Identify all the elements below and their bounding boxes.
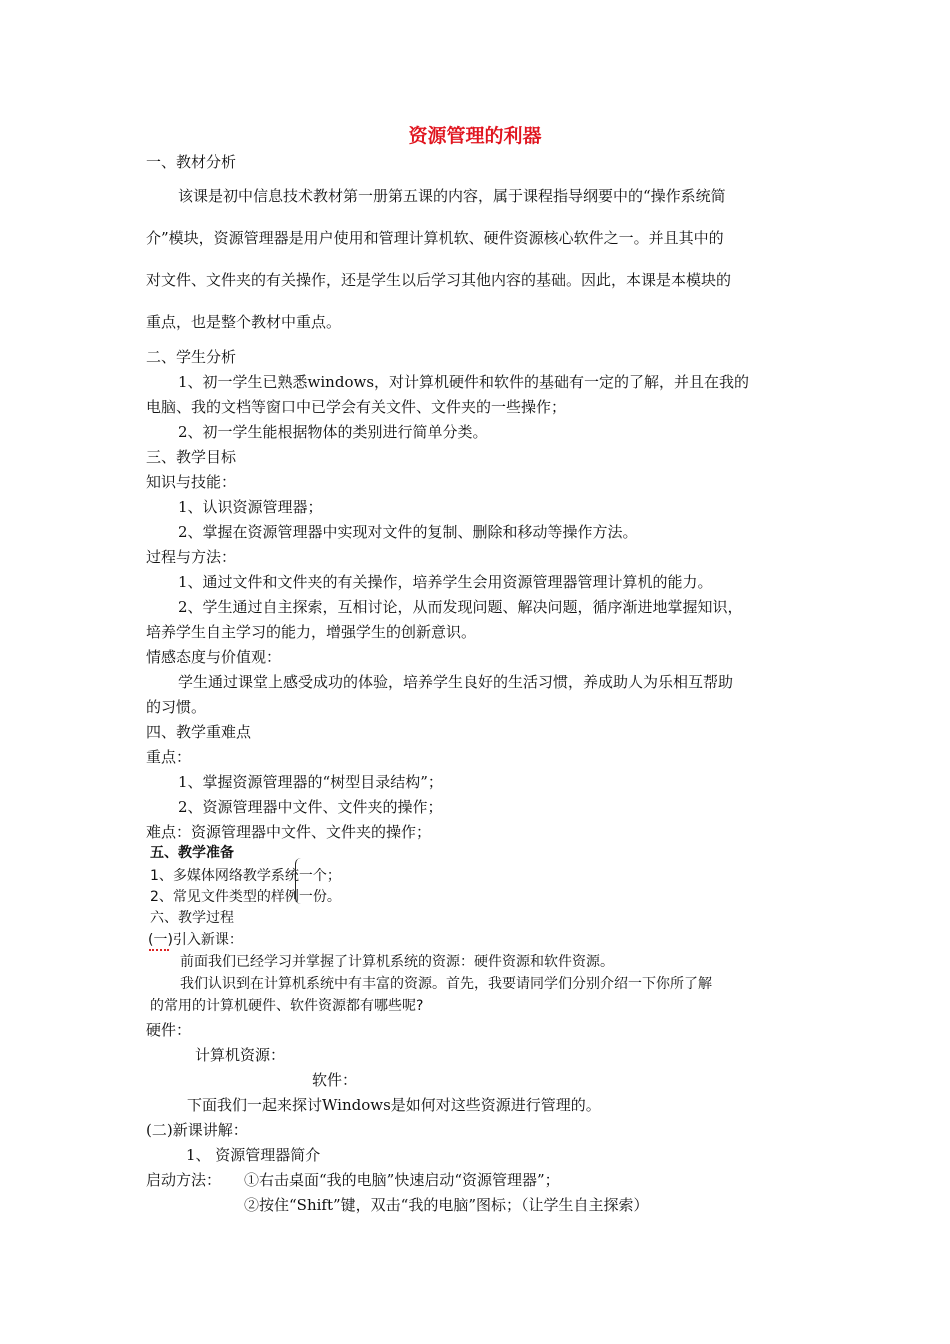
list-item: 2、常见文件类型的样例一份。: [150, 889, 341, 905]
list-item-continued: 电脑、我的文档等窗口中已学会有关文件、文件夹的一些操作；: [146, 398, 567, 416]
paragraph-line: 对文件、文件夹的有关操作，还是学生以后学习其他内容的基础。因此，本课是本模块的: [146, 271, 732, 289]
subheading-knowledge-skills: 知识与技能：: [146, 473, 237, 491]
list-item: 1、掌握资源管理器的“树型目录结构”；: [178, 773, 443, 791]
paragraph-line: 的习惯。: [146, 698, 207, 716]
list-item: 2、学生通过自主探索，互相讨论，从而发现问题、解决问题，循序渐进地掌握知识，: [178, 598, 743, 616]
label-start-methods: 启动方法：: [146, 1171, 222, 1189]
section-heading-textbook-analysis: 一、教材分析: [146, 153, 237, 171]
section-heading-teaching-goals: 三、教学目标: [146, 448, 237, 466]
start-method-1: ①右击桌面“我的电脑”快速启动“资源管理器”；: [244, 1171, 560, 1189]
list-item: 1、 资源管理器简介: [186, 1146, 321, 1164]
subheading-emotion-values: 情感态度与价值观：: [146, 648, 282, 666]
list-item: 1、认识资源管理器；: [178, 498, 323, 516]
paragraph-line: 前面我们已经学习并掌握了计算机系统的资源：硬件资源和软件资源。: [180, 954, 614, 970]
subheading-process-methods: 过程与方法：: [146, 548, 237, 566]
list-item: 2、初一学生能根据物体的类别进行简单分类。: [178, 423, 488, 441]
list-item: 2、掌握在资源管理器中实现对文件的复制、删除和移动等操作方法。: [178, 523, 638, 541]
subheading-new-lesson: (二)新课讲解：: [146, 1121, 248, 1139]
label-hardware: 硬件：: [146, 1021, 192, 1039]
subheading-key-points: 重点：: [146, 748, 192, 766]
list-item: 1、初一学生已熟悉windows，对计算机硬件和软件的基础有一定的了解，并且在我的: [178, 373, 750, 391]
paragraph-line: 下面我们一起来探讨Windows是如何对这些资源进行管理的。: [187, 1096, 601, 1114]
list-item-continued: 培养学生自主学习的能力，增强学生的创新意识。: [146, 623, 477, 641]
document-title: 资源管理的利器: [408, 125, 542, 147]
label-computer-resources: 计算机资源：: [195, 1046, 286, 1064]
subheading-introduction: (一)引入新课：: [148, 932, 243, 948]
paragraph-line: 该课是初中信息技术教材第一册第五课的内容，属于课程指导纲要中的“操作系统简: [178, 187, 726, 205]
label-software: 软件：: [312, 1071, 358, 1089]
paragraph-line: 学生通过课堂上感受成功的体验，培养学生良好的生活习惯，养成助人为乐相互帮助: [178, 673, 734, 691]
list-item: 1、通过文件和文件夹的有关操作，培养学生会用资源管理器管理计算机的能力。: [178, 573, 713, 591]
paragraph-line: 的常用的计算机硬件、软件资源都有哪些呢?: [150, 998, 424, 1014]
paragraph-line: 重点，也是整个教材中重点。: [146, 313, 342, 331]
section-heading-teaching-process: 六、教学过程: [150, 910, 234, 926]
start-method-2: ②按住“Shift”键，双击“我的电脑”图标；（让学生自主探索）: [244, 1196, 649, 1214]
section-heading-key-difficult-points: 四、教学重难点: [146, 723, 252, 741]
list-item: 2、资源管理器中文件、文件夹的操作；: [178, 798, 443, 816]
list-item: 1、多媒体网络教学系统一个；: [150, 868, 341, 884]
paragraph-line: 介”模块，资源管理器是用户使用和管理计算机软、硬件资源核心软件之一。并且其中的: [146, 229, 724, 247]
section-heading-student-analysis: 二、学生分析: [146, 348, 237, 366]
brace-mark: [295, 858, 306, 904]
section-heading-preparation: 五、教学准备: [150, 845, 234, 861]
paragraph-line: 我们认识到在计算机系统中有丰富的资源。首先，我要请同学们分别介绍一下你所了解: [180, 976, 712, 992]
spellcheck-underline: [149, 945, 169, 951]
difficult-points: 难点：资源管理器中文件、文件夹的操作；: [146, 823, 432, 841]
